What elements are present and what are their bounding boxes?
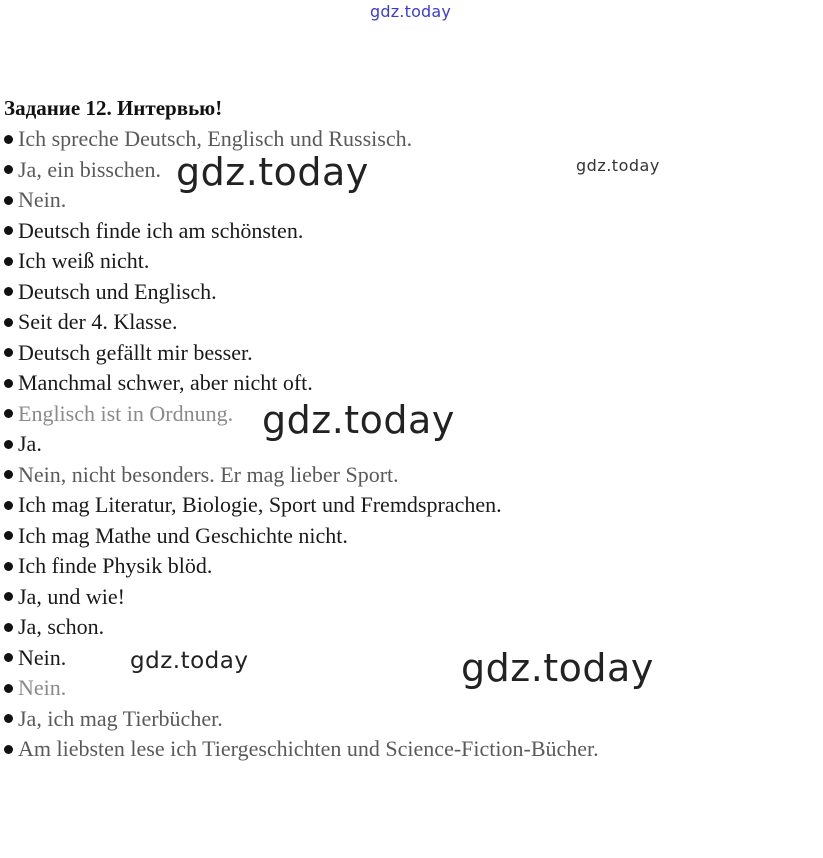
watermark-large: gdz.today [262,398,455,442]
answer-text: Ja, und wie! [18,583,125,609]
answer-text: Am liebsten lese ich Tiergeschichten und Science-Fiction-Bücher. [18,736,599,761]
answer-text: Ja, ein bisschen. [18,156,161,182]
answer-item [4,338,599,369]
bullet-icon [4,409,13,418]
answer-item [4,734,599,765]
answer-item [4,460,599,491]
answer-text: Deutsch finde ich am schönsten. [18,217,304,243]
answer-text: Englisch ist in Ordnung. [18,400,234,426]
answer-item [4,612,599,643]
top-watermark: gdz.today [370,2,452,21]
answer-text: Ich weiß nicht. [18,248,150,273]
watermark-small: gdz.today [576,156,660,175]
answer-text: Nein. [18,644,67,670]
bullet-icon [4,135,13,144]
answer-item [4,246,599,277]
answer-item [4,704,599,735]
bullet-icon [4,592,13,601]
answer-item [4,368,599,399]
bullet-icon [4,379,13,388]
answer-text: Ich finde Physik blöd. [18,553,213,578]
answer-item [4,216,599,247]
answer-item [4,551,599,582]
watermark-large: gdz.today [461,646,654,690]
answer-text: Ich spreche Deutsch, Englisch und Russisch. [18,126,413,151]
bullet-icon [4,348,13,357]
answer-text: Nein, nicht besonders. Er mag lieber Sport. [18,461,399,487]
bullet-icon [4,165,13,174]
bullet-icon [4,257,13,266]
watermark-medium: gdz.today [130,648,249,674]
watermark-large: gdz.today [176,150,369,194]
answer-text: Deutsch gefällt mir besser. [18,339,253,365]
bullet-icon [4,501,13,510]
answer-text: Ich mag Literatur, Biologie, Sport und Fremdsprachen. [18,492,502,517]
bullet-icon [4,196,13,205]
answer-text: Ja, ich mag Tierbücher. [18,705,223,731]
answer-text: Deutsch und Englisch. [18,278,217,304]
bullet-icon [4,745,13,754]
answer-item [4,490,599,521]
answer-text: Nein. [18,675,67,700]
answer-item [4,307,599,338]
bullet-icon [4,287,13,296]
answer-item [4,521,599,552]
answer-item [4,582,599,613]
bullet-icon [4,684,13,693]
bullet-icon [4,440,13,449]
bullet-icon [4,470,13,479]
answer-text: Manchmal schwer, aber nicht oft. [18,370,313,395]
bullet-icon [4,562,13,571]
answer-text: Ja, schon. [18,614,105,639]
answer-text: Ja. [18,431,42,456]
bullet-icon [4,318,13,327]
bullet-icon [4,531,13,540]
answer-text: Ich mag Mathe und Geschichte nicht. [18,522,348,548]
bullet-icon [4,623,13,632]
answer-text: Seit der 4. Klasse. [18,309,178,334]
bullet-icon [4,714,13,723]
bullet-icon [4,653,13,662]
bullet-icon [4,226,13,235]
task-title: Задание 12. Интервью! [4,96,223,120]
answer-text: Nein. [18,187,67,212]
answer-item [4,277,599,308]
